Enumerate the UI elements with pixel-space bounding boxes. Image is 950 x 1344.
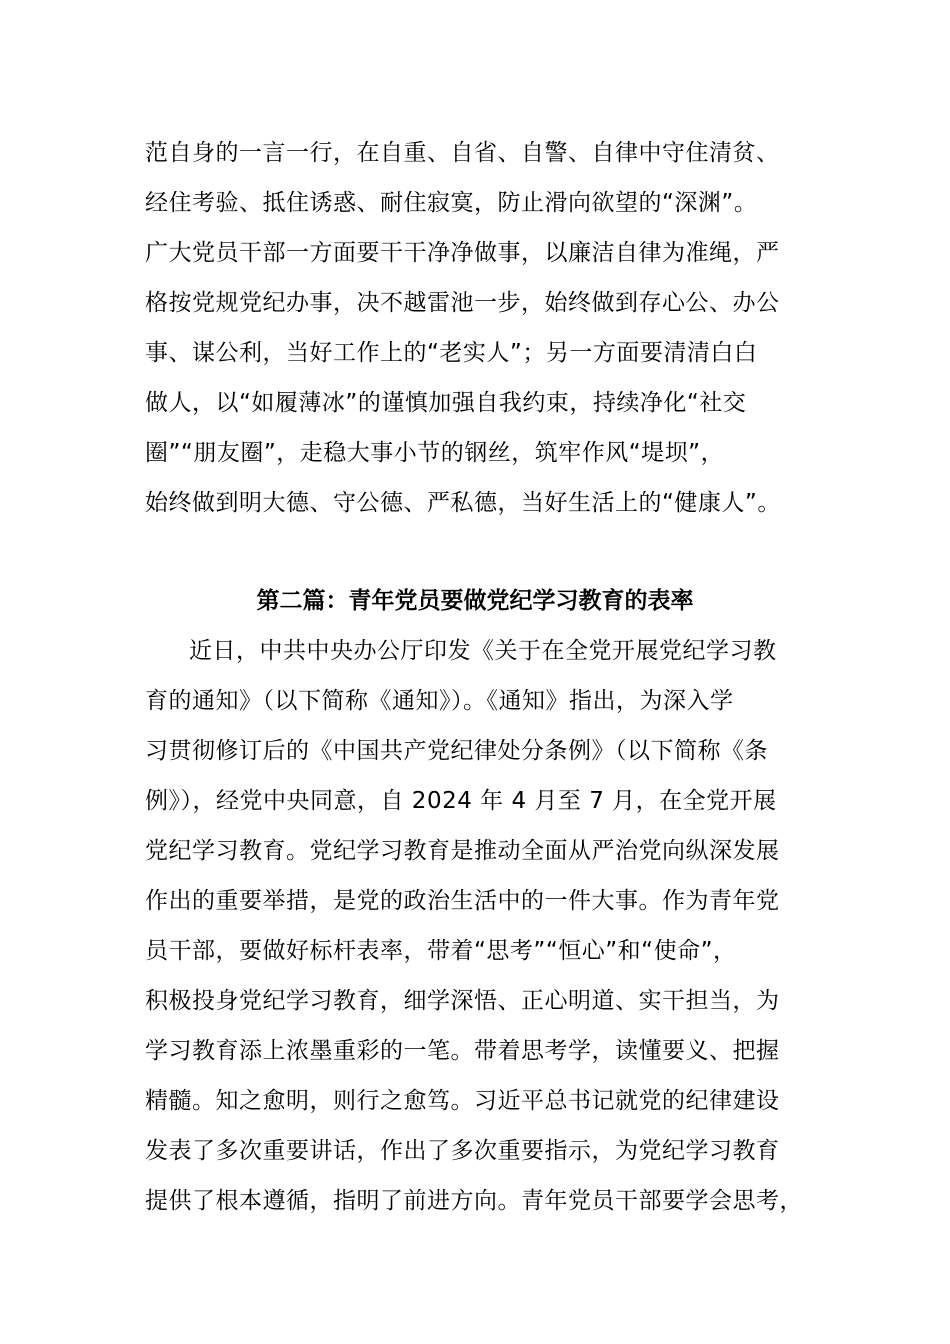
- paragraph-1: [145, 128, 805, 528]
- text-line: 提供了根本遵循，指明了前进方向。青年党员干部要学会思考，: [145, 1188, 803, 1214]
- text-line: 作出的重要举措，是党的政治生活中的一件大事。作为青年党: [145, 888, 780, 914]
- text-line: 格按党规党纪办事，决不越雷池一步，始终做到存心公、办公: [145, 290, 780, 316]
- document-page: [145, 128, 805, 1226]
- text-line: 育的通知》（以下简称《通知》）。《通知》指出，为深入学: [145, 688, 734, 714]
- text-line: 圈”“朋友圈”，走稳大事小节的钢丝，筑牢作风“堤坝”，: [145, 440, 725, 466]
- text-line: 近日，中共中央办公厅印发《关于在全党开展党纪学习教: [189, 638, 777, 664]
- text-line: 积极投身党纪学习教育，细学深悟、正心明道、实干担当，为: [145, 988, 780, 1014]
- text-line: 发表了多次重要讲话，作出了多次重要指示，为党纪学习教育: [145, 1138, 780, 1164]
- text-line: 经住考验、抵住诱惑、耐住寂寞，防止滑向欲望的“深渊”。: [145, 190, 758, 216]
- text-line: 员干部，要做好标杆表率，带着“思考”“恒心”和“使命”，: [145, 938, 737, 964]
- text-line: 始终做到明大德、守公德、严私德，当好生活上的“健康人”。: [145, 490, 781, 516]
- text-line: 例》），经党中央同意，自 2024 年 4 月至 7 月，在全党开展: [145, 788, 777, 814]
- paragraph-2: [145, 626, 805, 1226]
- text-line: 学习教育添上浓墨重彩的一笔。带着思考学，读懂要义、把握: [145, 1038, 780, 1064]
- text-line: 范自身的一言一行，在自重、自省、自警、自律中守住清贫、: [145, 140, 780, 166]
- text-line: 广大党员干部一方面要干干净净做事，以廉洁自律为准绳，严: [145, 240, 780, 266]
- text-line: 党纪学习教育。党纪学习教育是推动全面从严治党向纵深发展: [145, 838, 780, 864]
- text-line: 精髓。知之愈明，则行之愈笃。习近平总书记就党的纪律建设: [145, 1088, 780, 1114]
- text-line: 习贯彻修订后的《中国共产党纪律处分条例》（以下简称《条: [145, 738, 768, 764]
- text-line: 做人，以“如履薄冰”的谨慎加强自我约束，持续净化“社交: [145, 390, 747, 416]
- section-heading: 第二篇：青年党员要做党纪学习教育的表率: [256, 588, 694, 614]
- text-line: 事、谋公利，当好工作上的“老实人”；另一方面要清清白白: [145, 340, 758, 366]
